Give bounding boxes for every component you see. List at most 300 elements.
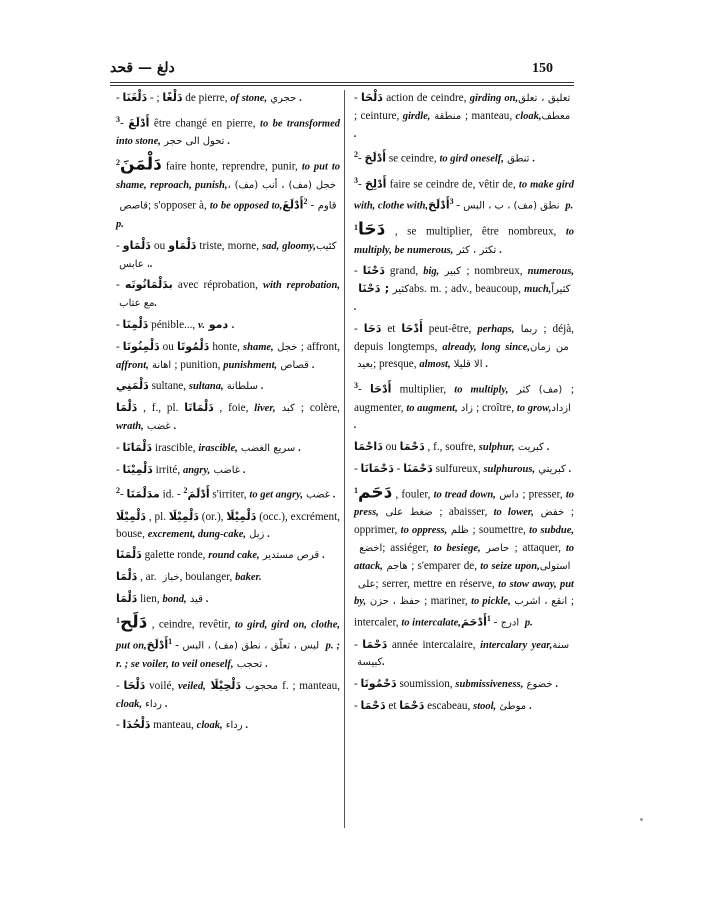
page-number: 150 <box>532 61 553 76</box>
entry-text <box>116 717 340 735</box>
entry-arp: كئيب ، عابس <box>116 240 340 270</box>
entry-en3: to lower, <box>493 507 534 519</box>
entry-ar: دَلْمَا <box>116 592 138 606</box>
entry-text <box>354 90 574 143</box>
entry-tail-ar: أَدْلَحَ <box>146 639 169 653</box>
entry-ar2: أَدْحَا <box>401 321 423 335</box>
dictionary-entry <box>116 509 340 544</box>
entry-en: baker. <box>235 572 262 584</box>
entry-fr: irascible, <box>152 441 199 454</box>
entry-arp2: قاوم <box>314 201 340 213</box>
entry-text <box>354 483 574 633</box>
entry-arp: حجري <box>267 93 300 104</box>
entry-ar: دَلْمِيْنَا <box>122 462 153 476</box>
entry-root-sup: 2 <box>116 158 120 168</box>
entry-fr: année intercalaire, <box>387 638 481 651</box>
entry-text <box>116 155 340 234</box>
entry-arp2: منطقة <box>430 110 465 122</box>
entry-text: et <box>381 322 402 335</box>
entry-en: round cake, <box>208 550 260 562</box>
entry-ar2: دَحْمَا <box>399 699 425 713</box>
entry-en: stool, <box>473 701 497 713</box>
entry-en: to tread down, <box>433 489 496 501</box>
dictionary-entry <box>354 637 574 673</box>
entry-ar2: دَحْمَا <box>399 440 425 454</box>
entry-arp3: كثيراً <box>551 284 574 296</box>
entry-text: ou <box>159 340 177 353</box>
entry-arp2: زاد <box>457 402 477 414</box>
entry-text <box>116 400 340 436</box>
entry-end: . <box>227 136 231 148</box>
entry-arp: غضب <box>302 490 334 502</box>
entry-arp2: ضغط على <box>378 507 440 519</box>
entry-tail-sup: 1 <box>486 614 491 624</box>
entry-text2: ; augmenter, <box>354 383 574 414</box>
entry-text: et <box>385 700 400 713</box>
entry-en: to be transformed into stone, <box>116 118 340 148</box>
entry-ar3: دَلْمِيْلَا <box>226 509 257 523</box>
entry-lead: - <box>354 265 363 278</box>
entry-arp: مع عتاب <box>116 298 155 310</box>
entry-end: . <box>299 93 303 104</box>
entry-lead: - <box>116 318 123 331</box>
entry-ar: دَلْمَنِي <box>116 379 149 393</box>
entry-text: faire honte, reprendre, punir, <box>161 160 302 173</box>
entry-end: . <box>231 319 235 331</box>
entry-ar: دَلْمَانَا <box>122 440 153 454</box>
entry-en: to gird, gird on, clothe, put on, <box>116 619 340 653</box>
entry-tail-sup: 1 <box>168 637 173 647</box>
dictionary-entry <box>116 317 340 335</box>
entry-en9: to stow away, put by, <box>354 578 574 608</box>
dictionary-entry <box>116 238 340 274</box>
entry-arp9: حفظ ، حزن <box>366 596 425 608</box>
entry-arp: قرص مستدير <box>259 550 323 562</box>
entry-fr: faire se ceindre de, vêtir de, <box>386 178 519 191</box>
entry-end: . <box>312 359 315 371</box>
entry-en11: to intercalate, <box>401 617 461 629</box>
entry-arp5: اخضع <box>354 542 383 554</box>
dictionary-entry <box>116 678 340 714</box>
entry-text <box>116 569 340 587</box>
entry-fr: , f., pl. <box>137 402 185 415</box>
entry-en: liver, <box>254 403 276 415</box>
entry-en2: to be opposed to, <box>209 201 283 213</box>
entry-end: . <box>261 381 264 393</box>
entry-en2: to press, <box>354 489 575 519</box>
entry-en: submissiveness, <box>455 679 524 691</box>
dictionary-entry <box>116 462 340 480</box>
entry-text2: ; presser, <box>522 488 566 501</box>
entry-en2: to augment, <box>406 402 458 414</box>
entry-sup: 2 <box>116 486 120 496</box>
entry-end: . <box>245 720 249 732</box>
entry-fr: galette ronde, <box>141 549 209 562</box>
entry-end: . <box>298 442 302 454</box>
entry-en: to gird oneself, <box>439 154 504 166</box>
entry-lead: - <box>116 719 123 732</box>
entry-end: . <box>485 359 489 371</box>
entry-text <box>354 173 574 216</box>
entry-text <box>116 378 340 396</box>
entry-text <box>116 462 340 480</box>
entry-lead: - <box>358 178 365 191</box>
entry-text <box>116 591 340 609</box>
entry-end: . <box>568 464 572 476</box>
entry-arp3: قصاص <box>277 359 313 371</box>
entry-lead: - <box>116 463 123 476</box>
entry-end: . <box>532 154 536 166</box>
entry-en: veiled, <box>178 680 206 692</box>
entry-fr2: (or.), <box>198 510 227 523</box>
dictionary-entry <box>116 90 340 108</box>
entry-arp: خجل <box>273 341 301 353</box>
entry-end: . <box>555 679 559 691</box>
entry-ar: دَحْمَا <box>362 637 388 651</box>
entry-tail: - <box>490 616 498 629</box>
entry-arp: لبس ، تعلّق ، نطق (مف) ، البس <box>179 641 323 653</box>
entry-en: intercalary year, <box>480 639 553 651</box>
entry-root-sup: 1 <box>354 485 358 495</box>
entry-arp: غاضب <box>210 464 244 476</box>
column-divider <box>344 90 345 828</box>
entry-lead: - <box>358 383 370 396</box>
entry-fr: honte, <box>209 340 244 353</box>
entry-fr2: , boulanger, <box>179 571 236 584</box>
entry-fr: de pierre, <box>182 92 231 104</box>
entry-text: , ceindre, revêtir, <box>147 618 235 631</box>
entry-arp: تنطق <box>503 154 533 166</box>
dictionary-entry <box>116 339 340 375</box>
entry-en: angry, <box>182 464 211 476</box>
entry-en: irascible, <box>198 442 238 454</box>
entry-tail-sup: 3 <box>449 197 454 207</box>
entry-arp: كبريت <box>514 442 547 454</box>
dictionary-entry <box>116 717 340 735</box>
entry-ar: دَلْغًا <box>162 91 183 104</box>
entry-arp: داس <box>495 489 523 501</box>
entry-end: . <box>154 298 158 310</box>
entry-tail-en: p. <box>116 218 124 230</box>
entry-end: . <box>206 594 209 606</box>
entry-ar: أَدْلَحَ <box>364 152 387 166</box>
entry-text <box>354 698 574 716</box>
entry-text <box>116 317 340 335</box>
entry-text <box>116 613 340 674</box>
entry-arp3: ازداد <box>551 402 574 414</box>
entry-end: . <box>354 301 357 313</box>
entry-ar2: دَلْغَنَا <box>122 91 148 104</box>
entry-ar: دَلْمِنَا <box>122 317 149 331</box>
entry-sep: ; - <box>147 92 163 104</box>
entry-fr: , f., soufre, <box>424 441 479 454</box>
entry-text <box>354 147 574 169</box>
entry-arp2: رداء <box>141 698 166 710</box>
entry-lead: - <box>120 489 127 502</box>
entry-en3: punishment, <box>223 359 278 371</box>
entry-text6: ; assiéger, <box>382 541 434 554</box>
entry-text2: ; s'opposer à, <box>148 200 210 213</box>
entry-tail-en: p. <box>522 617 533 629</box>
dictionary-entry <box>116 440 340 458</box>
entry-fr: pénible..., <box>148 318 199 331</box>
entry-fr3: (occ.), excrément, bouse, <box>116 510 341 540</box>
entry-en2: numerous, <box>527 266 574 278</box>
entry-fr2: , foie, <box>213 402 255 415</box>
entry-end: . <box>354 420 357 432</box>
dictionary-entry <box>354 90 574 143</box>
entry-lead: - <box>120 117 129 130</box>
entry-en8: to seize upon, <box>480 560 540 572</box>
entry-lead: - <box>116 239 123 252</box>
entry-tail-sup: 2 <box>183 486 188 496</box>
entry-arp: كبير <box>439 266 467 278</box>
entry-en3: cloak, <box>515 110 542 122</box>
entry-root: دَحَم <box>358 482 393 503</box>
entry-text7: ; attaquer, <box>514 541 566 554</box>
entry-end: . <box>529 701 532 713</box>
dictionary-entry <box>354 698 574 716</box>
entry-text <box>116 678 340 714</box>
entry-lead: - <box>354 463 361 476</box>
entry-en2: already, long since, <box>442 341 531 353</box>
entry-lead: - <box>354 92 362 104</box>
entry-sup: 3 <box>354 381 358 391</box>
entry-en2: to veil oneself, <box>171 658 234 670</box>
entry-text3: ; abaisser, <box>439 506 494 519</box>
entry-en2: girdle, <box>402 110 431 122</box>
entry-text <box>354 439 574 457</box>
entry-text: ou <box>150 239 169 252</box>
entry-fr: grand, <box>384 265 424 278</box>
entry-en2: affront, <box>116 359 149 371</box>
entry-tail-ar: أَدْلَغَ <box>282 199 304 213</box>
entry-fr: se ceindre, <box>386 153 440 166</box>
entry-arp: محجوب <box>241 680 283 692</box>
entry-lead: - <box>116 92 123 104</box>
entry-tail-en: p. ; r. ; se voiler, <box>116 641 340 670</box>
entry-fr: - <box>393 463 404 476</box>
entry-en: to put to shame, reproach, punish, <box>116 161 340 191</box>
entry-sup: 2 <box>354 150 358 160</box>
dictionary-entry <box>116 112 340 151</box>
entry-en3: to grow, <box>516 402 552 414</box>
entry-end: . <box>333 490 336 502</box>
entry-fr: manteau, <box>150 719 197 732</box>
entry-en: perhaps, <box>477 323 515 335</box>
entry-text3: ; presque, <box>373 358 420 371</box>
entry-arp: قيد <box>186 594 207 606</box>
entry-text3: ; punition, <box>174 358 224 371</box>
entry-text <box>354 378 574 435</box>
dictionary-entry <box>354 220 574 259</box>
entry-text <box>354 263 574 316</box>
entry-ar2: دَلْحِيْلَا <box>205 678 242 692</box>
entry-text: , se multiplier, être nombreux, <box>385 225 566 238</box>
entry-text <box>116 440 340 458</box>
entry-ar2: دَلْمَاو <box>168 238 197 252</box>
entry-root: دَلْمَنَ <box>120 154 162 175</box>
entry-text <box>354 676 574 694</box>
entry-arp: سلطانة <box>223 381 262 393</box>
entry-root-sup: 1 <box>116 615 120 625</box>
entry-text3: ; manteau, <box>464 109 516 122</box>
entry-text2: ; affront, <box>300 340 340 353</box>
entry-tail: - <box>172 640 180 653</box>
entry-fr: action de ceindre, <box>382 92 470 104</box>
entry-arp2: غضب <box>143 420 174 432</box>
entry-lead: - <box>116 679 124 692</box>
entry-ar: دَلْمِيْلَا <box>116 509 146 523</box>
entry-end: . <box>265 658 269 670</box>
entry-en: sad, gloomy, <box>262 240 316 252</box>
dictionary-entry <box>116 483 340 505</box>
entry-en: excrement, dung-cake, <box>147 528 246 540</box>
entry-text <box>116 547 340 565</box>
entry-en: of stone, <box>230 93 268 104</box>
header-rule <box>110 82 574 83</box>
entry-fr: , pl. <box>146 510 169 523</box>
entry-end: . <box>354 128 357 140</box>
entry-fr: lien, <box>137 593 163 606</box>
entry-text <box>116 339 340 375</box>
dictionary-entry <box>116 613 340 674</box>
entry-fr: sultane, <box>148 380 189 393</box>
entry-ar: أَدْحَا <box>369 382 392 396</box>
entry-lead: - <box>354 700 361 713</box>
entry-arp2: اهانة <box>148 359 175 371</box>
entry-fr: , ar. <box>137 571 160 584</box>
entry-text2: ; colère, <box>300 402 340 415</box>
entry-arp2: تحجب <box>233 658 266 670</box>
entry-fr2: sulfureux, <box>432 463 484 476</box>
entry-ar: دَلْحَا <box>123 678 146 692</box>
entry-text <box>354 637 574 673</box>
entry-ar: مدَلْمَنَا <box>126 488 160 502</box>
entry-ar: دَاحْمَا <box>354 440 383 454</box>
entry-en10: to pickle, <box>471 596 511 608</box>
entry-text2: ; ceinture, <box>354 109 403 122</box>
entry-ar: دَحْمُوتَا <box>360 677 397 691</box>
entry-arp6: حاصر <box>480 542 515 554</box>
entry-text3: ; croître, <box>476 401 517 414</box>
dictionary-entry <box>354 461 574 479</box>
entry-lead: - <box>354 322 364 335</box>
entry-en: v. <box>198 319 205 331</box>
entry-arp: سنة كبيسة <box>354 639 575 669</box>
entry-end: . <box>499 244 503 256</box>
entry-fr: escabeau, <box>424 700 474 713</box>
entry-en: sulphur, <box>478 442 515 454</box>
entry-text2: ; nombreux, <box>466 265 528 278</box>
entry-arp: كبد <box>275 403 301 415</box>
dictionary-entry <box>354 483 574 633</box>
entry-en: to make gird with, clothe with, <box>354 179 574 213</box>
entry-en: bond, <box>162 594 187 606</box>
entry-ar: دَحْنَا <box>362 264 385 278</box>
entry-end: . <box>322 550 326 562</box>
entry-text9: ; serrer, mettre en réserve, <box>375 577 499 590</box>
entry-tail: - <box>453 200 461 213</box>
entry-end: . <box>243 464 246 476</box>
entry-fr: irrité, <box>152 463 183 476</box>
entry-en: with reprobation, <box>263 280 340 292</box>
entry-ar: دَحْمَنَا <box>403 462 433 476</box>
entry-text5: ; soumettre, <box>472 524 530 537</box>
entry-arp: زبل <box>245 528 268 540</box>
entry-tail-en: p. <box>562 201 574 213</box>
dictionary-entry <box>116 569 340 587</box>
entry-ar2: دَلْمِيْلَا <box>168 509 199 523</box>
entry-ar: دَلْمَنَا <box>116 548 142 562</box>
entry-arp: سريع الغضب <box>237 442 299 454</box>
header-arabic-range: دلغ — قحد <box>110 60 175 76</box>
entry-arp11: ادرج <box>497 617 523 629</box>
entry-text <box>116 277 340 313</box>
entry-tail: - <box>176 489 184 502</box>
entry-tail: - <box>307 200 315 213</box>
entry-ar: أَدْلِحَ <box>364 177 387 191</box>
entry-fr2: f. ; manteau, <box>282 679 340 692</box>
entry-ar: دَلْمَا <box>116 570 138 584</box>
entry-arp: تعليق ، تعلق <box>518 93 574 104</box>
entry-text <box>354 321 574 374</box>
dictionary-entry <box>354 439 574 457</box>
entry-fr2: s'irriter, <box>209 489 250 502</box>
entry-text8: ; s'emparer de, <box>411 559 481 572</box>
entry-en7: to attack, <box>354 542 574 572</box>
entry-en: cloak, <box>196 720 223 732</box>
entry-text4: ; opprimer, <box>354 506 574 537</box>
entry-lead: - <box>354 638 363 651</box>
entry-end: . <box>150 258 153 270</box>
entry-arp8: استولى على <box>354 560 575 590</box>
entry-end: . <box>165 698 168 710</box>
entry-lead: - <box>116 441 123 454</box>
entry-ar: دَلْحُدَا <box>122 718 151 732</box>
entry-fr: être changé en pierre, <box>149 117 261 130</box>
entry-ar2: دَلْمُوتَا <box>176 339 210 353</box>
entry-end: . <box>546 442 550 454</box>
entry-text <box>116 112 340 151</box>
entry-tail-ar: أَدْحَمَ <box>460 615 487 629</box>
entry-en3: much, <box>524 284 552 296</box>
entry-en: sultana, <box>188 381 224 393</box>
entry-en4: to oppress, <box>400 525 448 537</box>
entry-sup: 3 <box>354 175 358 185</box>
entry-lead: - <box>354 678 361 691</box>
left-column <box>116 90 340 739</box>
entry-tail-ar: أَدْلَحَ <box>428 199 450 213</box>
entry-ar: بدَلْمَانُوتَه <box>124 278 173 292</box>
entry-fr2: abs. m. ; adv., beaucoup, <box>409 283 525 296</box>
entry-arp: رداء <box>222 720 246 732</box>
entry-ar: دَلْحَا <box>361 91 383 104</box>
entry-arp4: ظلم <box>447 525 473 537</box>
dictionary-entry <box>354 676 574 694</box>
entry-text: ou <box>382 441 400 454</box>
dictionary-entry <box>354 147 574 169</box>
entry-text <box>116 509 340 544</box>
entry-fr: peut-être, <box>422 322 478 335</box>
entry-ar: أَدْلَغَ <box>128 116 150 130</box>
entry-fr: soumission, <box>396 678 456 691</box>
entry-end: . <box>267 528 271 540</box>
entry-fr: voilé, <box>145 679 178 692</box>
stray-mark <box>640 818 643 821</box>
entry-text <box>116 90 340 108</box>
dictionary-entry <box>354 378 574 435</box>
